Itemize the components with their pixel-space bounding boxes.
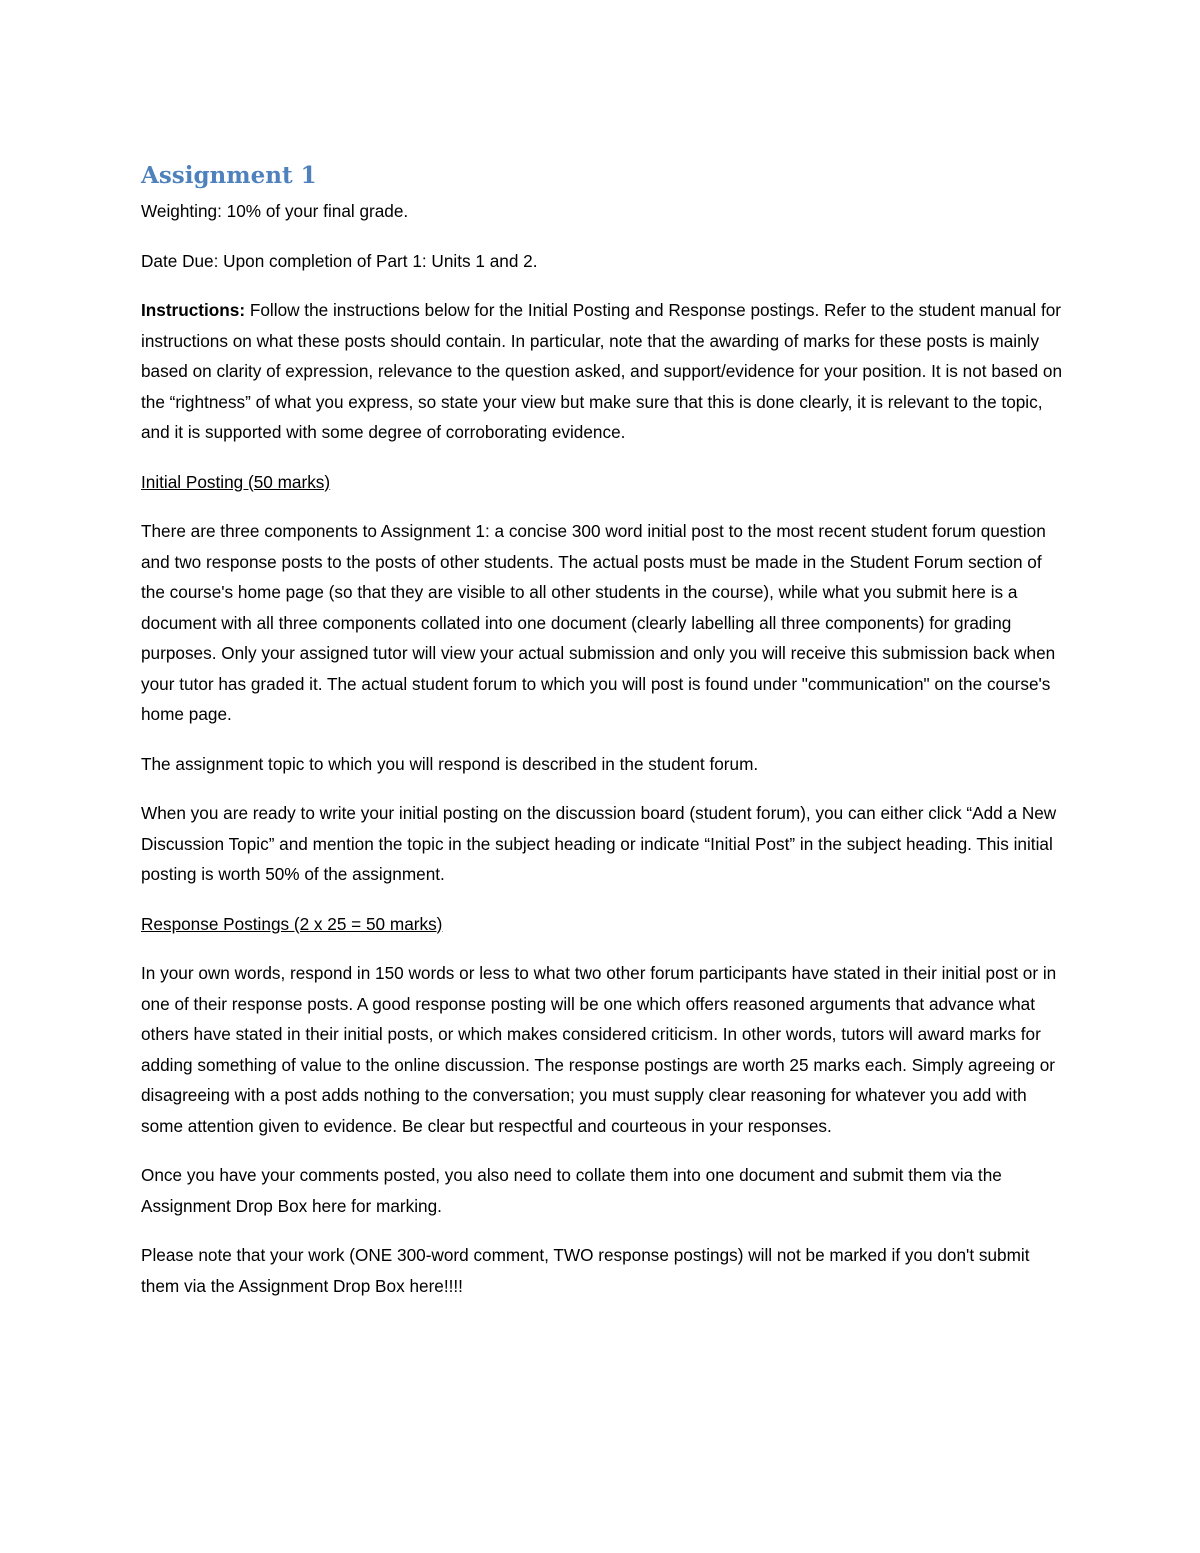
response-postings-paragraph-2: Once you have your comments posted, you also need to collate them into one document and submit them via the Assignment Drop Box here for marking.	[141, 1165, 1002, 1216]
weighting-line: Weighting: 10% of your final grade.	[141, 201, 409, 221]
document-title: Assignment 1	[141, 162, 317, 189]
initial-posting-paragraph-3: When you are ready to write your initial posting on the discussion board (student forum), you can either click “Add a New Discussion Topic” and mention the topic in the subject heading or indicate “Initial Post” in the subject heading. This initial posting is worth 50% of the assignment.	[141, 803, 1057, 884]
initial-posting-paragraph-2: The assignment topic to which you will respond is described in the student forum.	[141, 753, 759, 774]
date-due-line: Date Due: Upon completion of Part 1: Units 1 and 2.	[141, 250, 538, 271]
response-postings-paragraph-1: In your own words, respond in 150 words or less to what two other forum participants have stated in their initial post or in one of their response posts. A good response posting will be one which offers reasoned arguments that advance what others have stated in their initial posts, or which makes considered criticism. In other words, tutors will award marks for adding something of value to the online discussion. The response postings are worth 25 marks each. Simply agreeing or disagreeing with a post adds nothing to the conversation; you must supply clear reasoning for whatever you add with some attention given to evidence. Be clear but respectful and courteous in your responses.	[141, 963, 1057, 1136]
initial-posting-heading: Initial Posting (50 marks)	[141, 471, 331, 492]
instructions-label: Instructions:	[141, 300, 246, 320]
response-postings-paragraph-3: Please note that your work (ONE 300-word comment, TWO response postings) will not be marked if you don't submit them via the Assignment Drop Box here!!!!	[141, 1245, 1030, 1296]
instructions-text: Follow the instructions below for the Initial Posting and Response postings. Refer to the student manual for instructions on what these posts should contain. In particular, note that the awarding of marks for these posts is mainly based on clarity of expression, relevance to the question asked, and support/evidence for your position. It is not based on the “rightness” of what you express, so state your view but make sure that this is done clearly, it is relevant to the topic, and it is supported with some degree of corroborating evidence.	[141, 300, 1063, 442]
document-body	[141, 160, 1066, 1320]
instructions-paragraph	[141, 295, 1066, 448]
initial-posting-paragraph-1: There are three components to Assignment 1: a concise 300 word initial post to the most recent student forum question and two response posts to the posts of other students. The actual posts must be made in the Student Forum section of the course's home page (so that they are visible to all other students in the course), while what you submit here is a document with all three components collated into one document (clearly labelling all three components) for grading purposes. Only your assigned tutor will view your actual submission and only you will receive this submission back when your tutor has graded it. The actual student forum to which you will post is found under "communication" on the course's home page.	[141, 521, 1056, 724]
response-postings-heading: Response Postings (2 x 25 = 50 marks)	[141, 913, 443, 934]
